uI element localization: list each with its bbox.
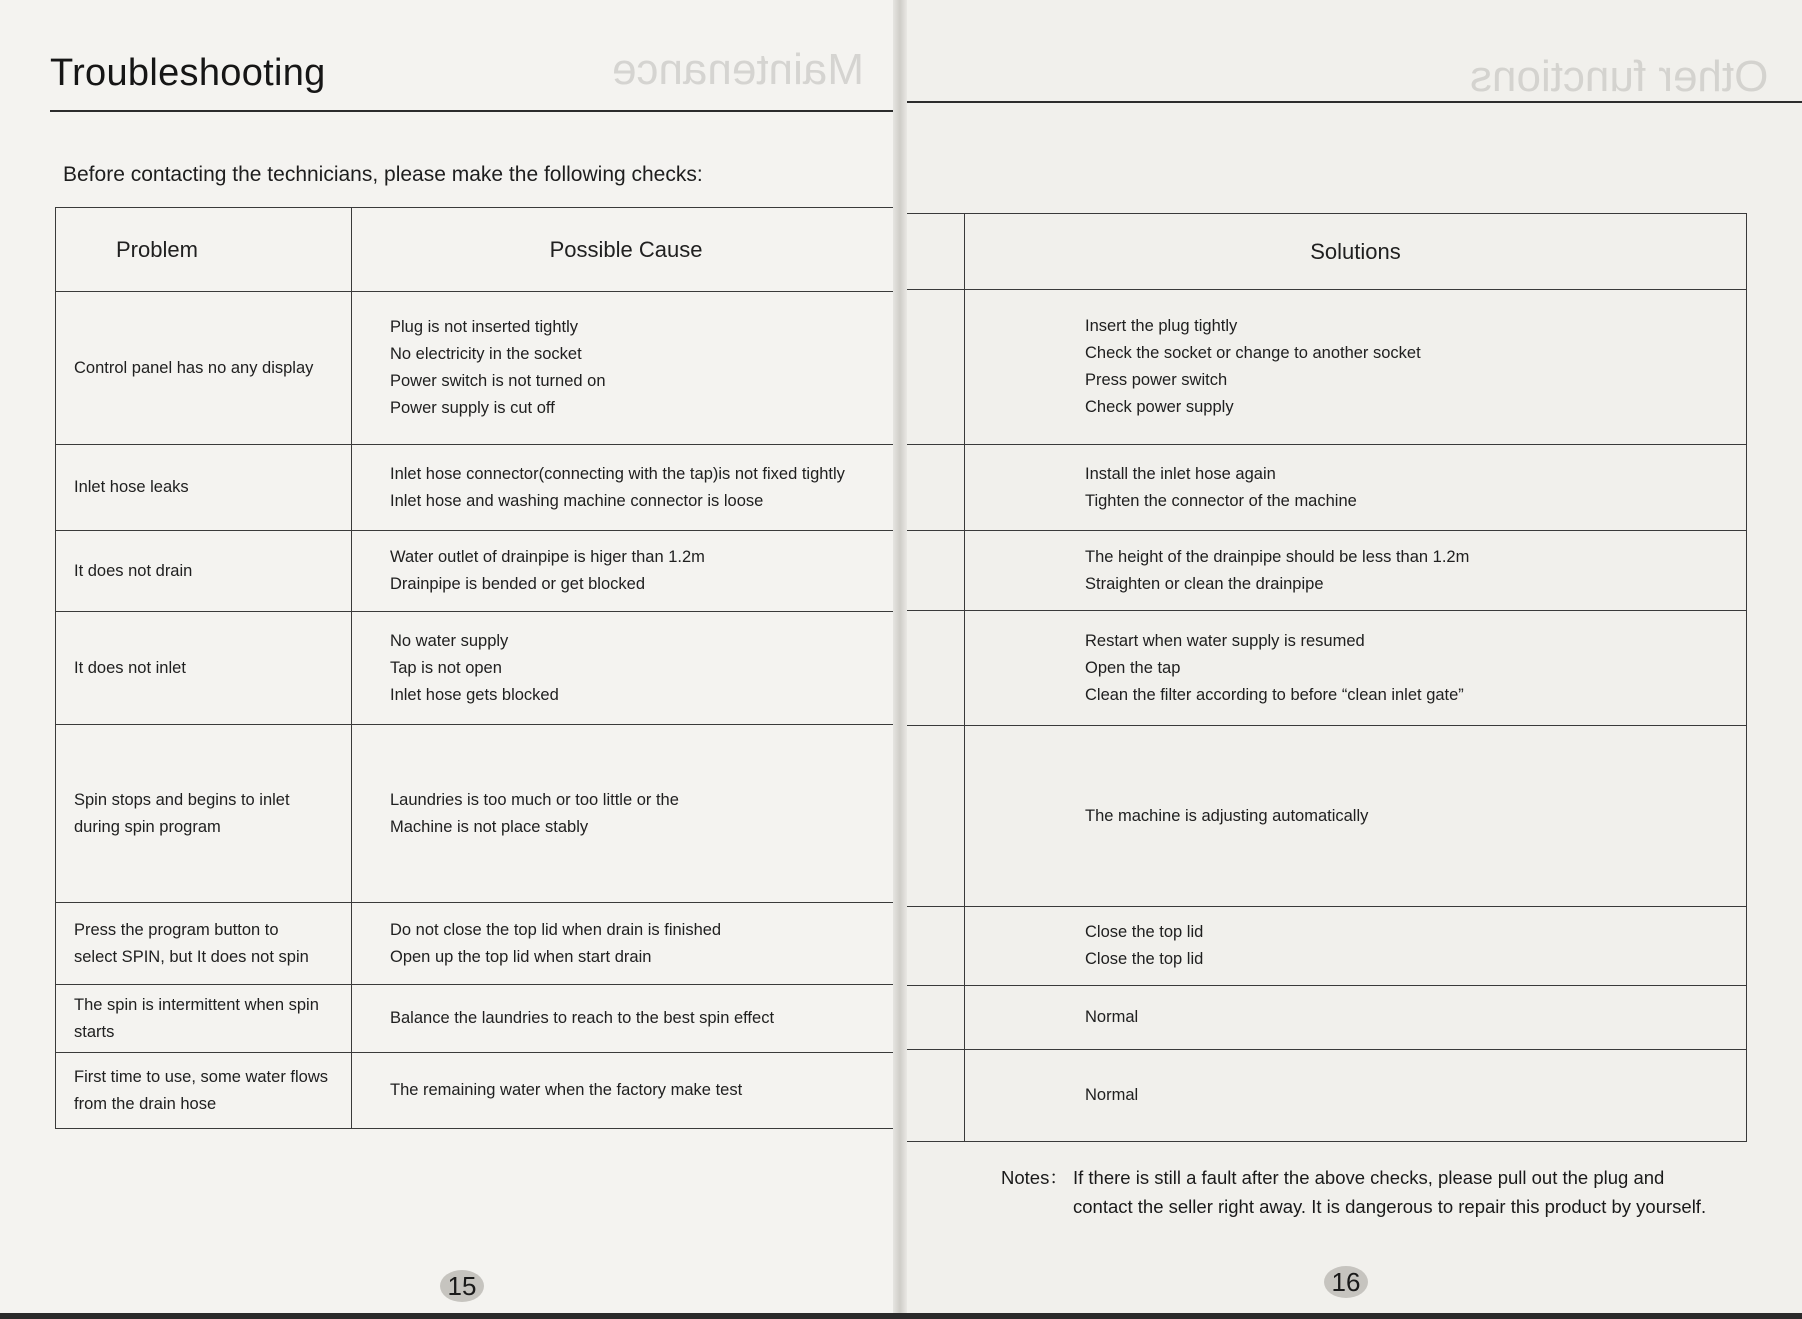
cause-cell: Plug is not inserted tightly No electricity in the socket Power switch is not turned on Power supply is cut off [352,292,901,445]
cause-cell: Laundries is too much or too little or the Machine is not place stably [352,725,901,903]
spine-cell [901,531,965,611]
problem-cell: Spin stops and begins to inlet during spin program [56,725,352,903]
problem-cell: It does not drain [56,531,352,612]
solution-cell: The height of the drainpipe should be less than 1.2m Straighten or clean the drainpipe [965,531,1747,611]
cause-cell: Inlet hose connector(connecting with the tap)is not fixed tightly Inlet hose and washing machine connector is loose [352,445,901,531]
cause-cell: The remaining water when the factory make test [352,1053,901,1129]
page-number-left: 15 [440,1270,484,1302]
cause-header: Possible Cause [352,208,901,292]
problem-cell: It does not inlet [56,612,352,725]
troubleshooting-table-right [900,213,1747,1142]
right-page [900,0,1802,1319]
scan-edge [0,1313,1802,1319]
cause-cell: No water supply Tap is not open Inlet hose gets blocked [352,612,901,725]
book-spine [893,0,907,1319]
spine-cell [901,907,965,986]
solution-cell: Normal [965,986,1747,1050]
notes-line: contact the seller right away. It is dangerous to repair this product by yourself. [1073,1196,1707,1217]
problem-cell: First time to use, some water flows from the drain hose [56,1053,352,1129]
problem-cell: Control panel has no any display [56,292,352,445]
problem-header: Problem [56,208,352,292]
problem-cell: Press the program button to select SPIN, but It does not spin [56,903,352,985]
spine-cell [901,214,965,290]
solution-cell: Normal [965,1050,1747,1142]
solutions-header: Solutions [965,214,1747,290]
page-title: Troubleshooting [50,52,326,94]
solution-cell: Restart when water supply is resumed Open the tap Clean the filter according to before “clean inlet gate” [965,611,1747,726]
troubleshooting-table-left [55,207,900,1129]
title-divider [50,110,900,112]
spine-cell [901,726,965,907]
spine-cell [901,1050,965,1142]
solution-cell: The machine is adjusting automatically [965,726,1747,907]
solution-cell: Install the inlet hose again Tighten the connector of the machine [965,445,1747,531]
solution-cell: Insert the plug tightly Check the socket or change to another socket Press power switch Check power supply [965,290,1747,445]
page-number-right: 16 [1324,1266,1368,1298]
cause-cell: Do not close the top lid when drain is finished Open up the top lid when start drain [352,903,901,985]
spine-cell [901,445,965,531]
spine-cell [901,986,965,1050]
intro-text: Before contacting the technicians, please make the following checks: [63,163,703,186]
header-divider [900,101,1802,103]
cause-cell: Water outlet of drainpipe is higer than 1.2m Drainpipe is bended or get blocked [352,531,901,612]
problem-cell: Inlet hose leaks [56,445,352,531]
spine-cell [901,290,965,445]
show-through-heading: Other functions [1470,52,1769,101]
problem-cell: The spin is intermittent when spin starts [56,985,352,1053]
notes-line: If there is still a fault after the above checks, please pull out the plug and [1073,1167,1665,1188]
notes-block [1001,1163,1706,1221]
spine-cell [901,611,965,726]
show-through-heading: Maintenance [612,45,864,94]
notes-label: Notes： [1001,1167,1068,1188]
cause-cell: Balance the laundries to reach to the best spin effect [352,985,901,1053]
solution-cell: Close the top lid Close the top lid [965,907,1747,986]
left-page [0,0,900,1319]
